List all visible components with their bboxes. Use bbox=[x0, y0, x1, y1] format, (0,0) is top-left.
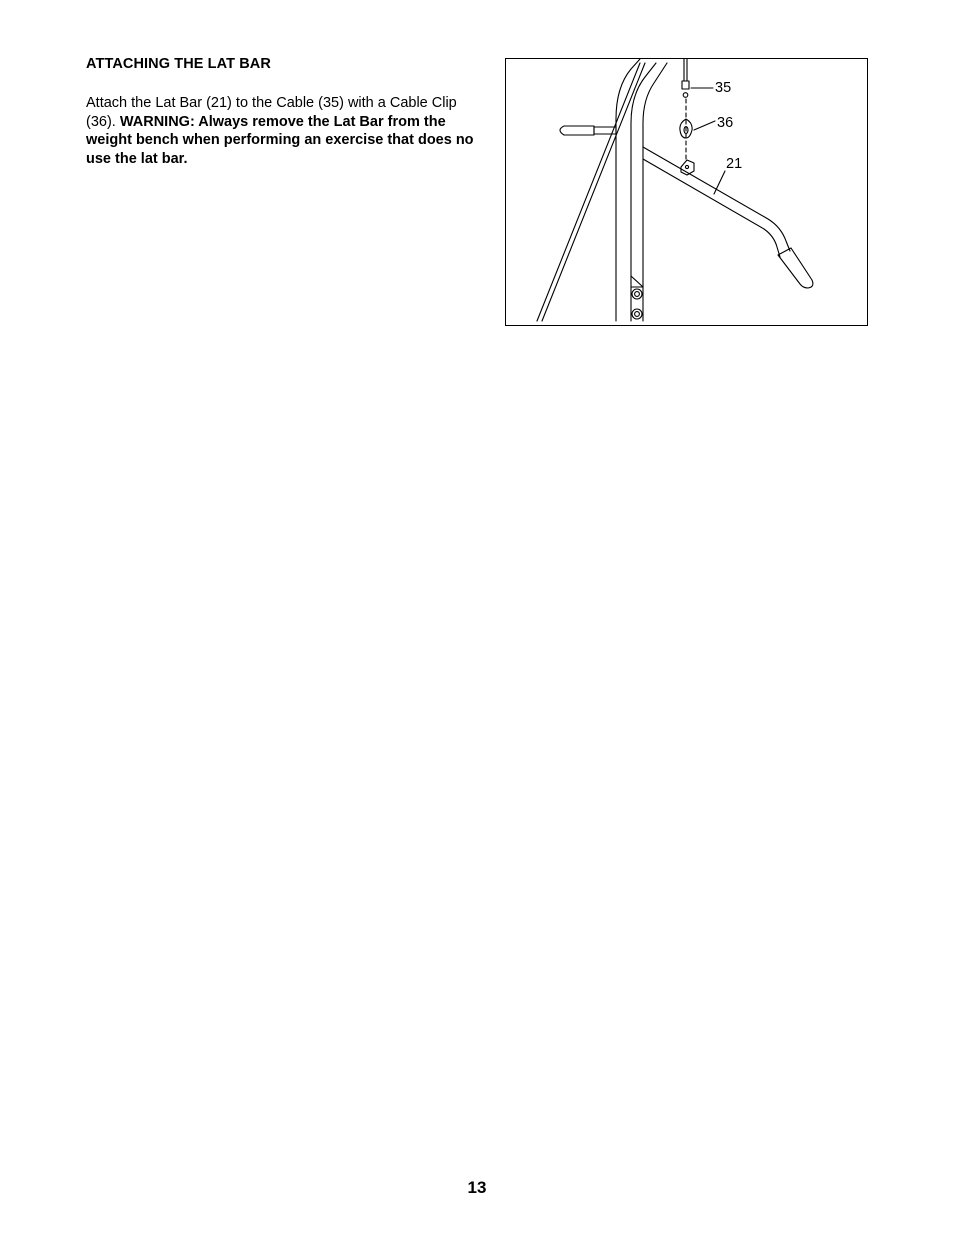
lat-bar-assembly-figure bbox=[505, 58, 868, 326]
left-handle-grip bbox=[560, 126, 594, 135]
instruction-intro: Attach the Lat Bar (21) to the Cable (35) with a Cable Clip (36). bbox=[86, 95, 457, 130]
instruction-text bbox=[86, 94, 486, 169]
column-bracket bbox=[631, 276, 643, 287]
bolt-center bbox=[635, 312, 640, 317]
diagonal-rail-edge bbox=[537, 63, 640, 321]
lat-bar-top-edge bbox=[643, 147, 790, 251]
lat-bar-bottom-edge bbox=[643, 159, 780, 257]
warning-text: WARNING: Always remove the Lat Bar from the weight bench when performing an exercise that does no use the lat bar. bbox=[86, 113, 474, 168]
callout-label-35: 35 bbox=[715, 80, 732, 96]
lat-bar-grip bbox=[778, 248, 813, 288]
cable-end-eye bbox=[683, 93, 688, 98]
bolt bbox=[632, 289, 642, 299]
page-number: 13 bbox=[467, 1178, 487, 1197]
bolt bbox=[632, 309, 642, 319]
callout-label-36: 36 bbox=[717, 115, 734, 131]
bolt-center bbox=[635, 292, 640, 297]
section-heading: ATTACHING THE LAT BAR bbox=[86, 56, 271, 72]
callout-leader-36 bbox=[694, 121, 715, 130]
column-right-edge bbox=[643, 63, 667, 321]
bracket-hole bbox=[685, 165, 688, 168]
callout-label-21: 21 bbox=[726, 156, 743, 172]
cable-end bbox=[682, 81, 689, 89]
diagonal-rail-edge bbox=[542, 63, 645, 321]
lat-bar-diagram bbox=[506, 59, 869, 327]
column-left-edge bbox=[616, 59, 640, 321]
